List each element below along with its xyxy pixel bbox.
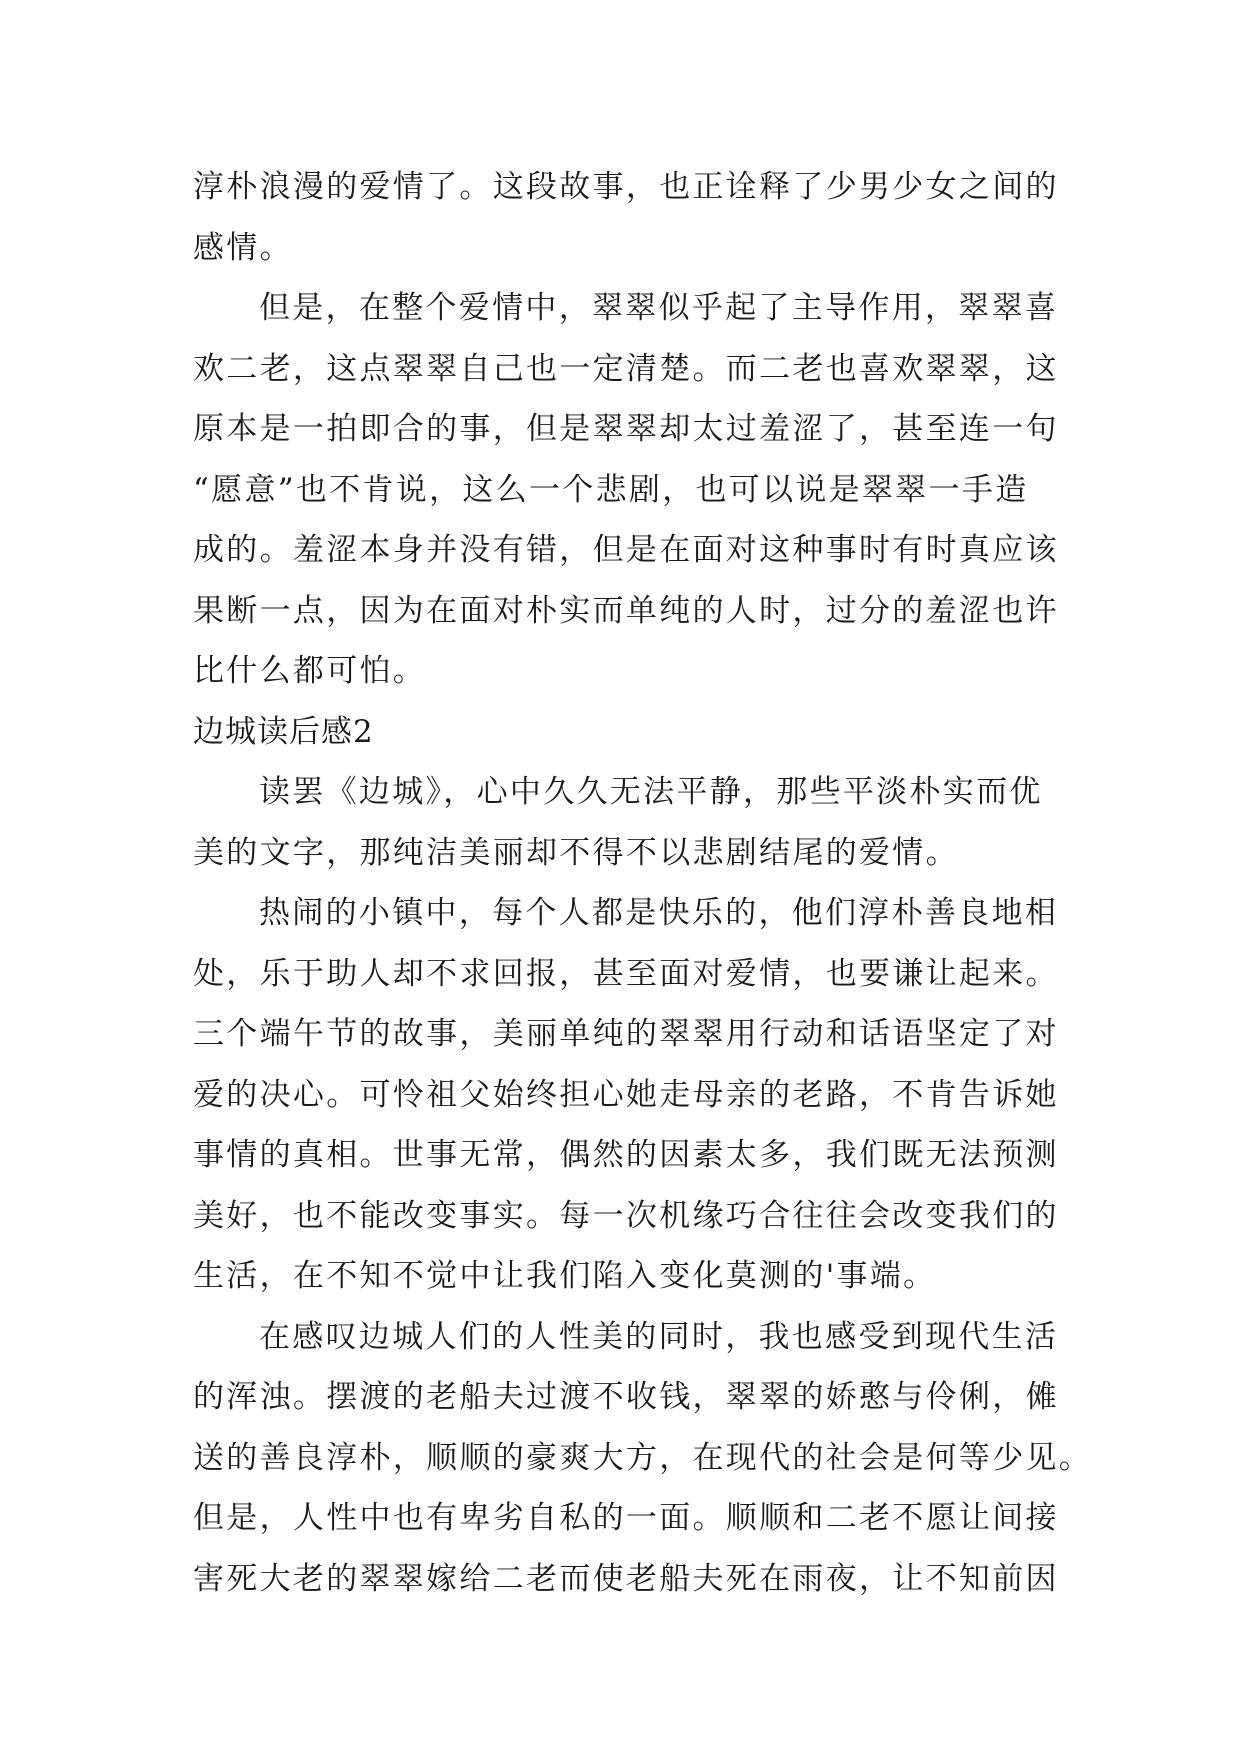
text-line: 但是，人性中也有卑劣自私的一面。顺顺和二老不愿让间接 — [193, 1500, 1059, 1536]
text-line: 欢二老，这点翠翠自己也一定清楚。而二老也喜欢翠翠，这 — [193, 350, 1059, 387]
text-line: 原本是一拍即合的事，但是翠翠却太过羞涩了，甚至连一句 — [193, 411, 1059, 447]
text-line: 害死大老的翠翠嫁给二老而使老船夫死在雨夜，让不知前因 — [193, 1560, 1059, 1597]
text-line: 的浑浊。摆渡的老船夫过渡不收钱，翠翠的娇憨与伶俐，傩 — [193, 1379, 1059, 1415]
text-line: 感情。 — [193, 229, 293, 266]
document-body — [193, 157, 1093, 1609]
text-line: 果断一点，因为在面对朴实而单纯的人时，过分的羞涩也许 — [193, 592, 1059, 629]
text-line: 比什么都可怕。 — [193, 653, 427, 689]
text-line: 爱的决心。可怜祖父始终担心她走母亲的老路，不肯告诉她 — [193, 1076, 1059, 1113]
text-line: 处，乐于助人却不求回报，甚至面对爱情，也要谦让起来。 — [193, 955, 1059, 992]
text-line: 淳朴浪漫的爱情了。这段故事，也正诠释了少男少女之间的 — [193, 169, 1059, 205]
text-line: 生活，在不知不觉中让我们陷入变化莫测的'事端。 — [193, 1258, 937, 1294]
text-line: 成的。羞涩本身并没有错，但是在面对这种事时有时真应该 — [193, 532, 1059, 568]
text-line: 在感叹边城人们的人性美的同时，我也感受到现代生活 — [259, 1318, 1059, 1355]
text-line: 美好，也不能改变事实。每一次机缘巧合往往会改变我们的 — [193, 1197, 1059, 1234]
text-line: 美的文字，那纯洁美丽却不得不以悲剧结尾的爱情。 — [193, 834, 959, 871]
text-line: “愿意”也不肯说，这么一个悲剧，也可以说是翠翠一手造 — [193, 471, 1029, 508]
text-line: 读罢《边城》，心中久久无法平静，那些平淡朴实而优 — [259, 774, 1043, 810]
text-line: 事情的真相。世事无常，偶然的因素太多，我们既无法预测 — [193, 1137, 1059, 1173]
section-heading: 边城读后感2 — [193, 713, 374, 750]
text-line: 三个端午节的故事，美丽单纯的翠翠用行动和话语坚定了对 — [193, 1016, 1059, 1052]
text-line: 送的善良淳朴，顺顺的豪爽大方，在现代的社会是何等少见。 — [193, 1439, 1093, 1476]
text-line: 热闹的小镇中，每个人都是快乐的，他们淳朴善良地相 — [259, 895, 1059, 931]
text-line: 但是，在整个爱情中，翠翠似乎起了主导作用，翠翠喜 — [259, 290, 1059, 326]
